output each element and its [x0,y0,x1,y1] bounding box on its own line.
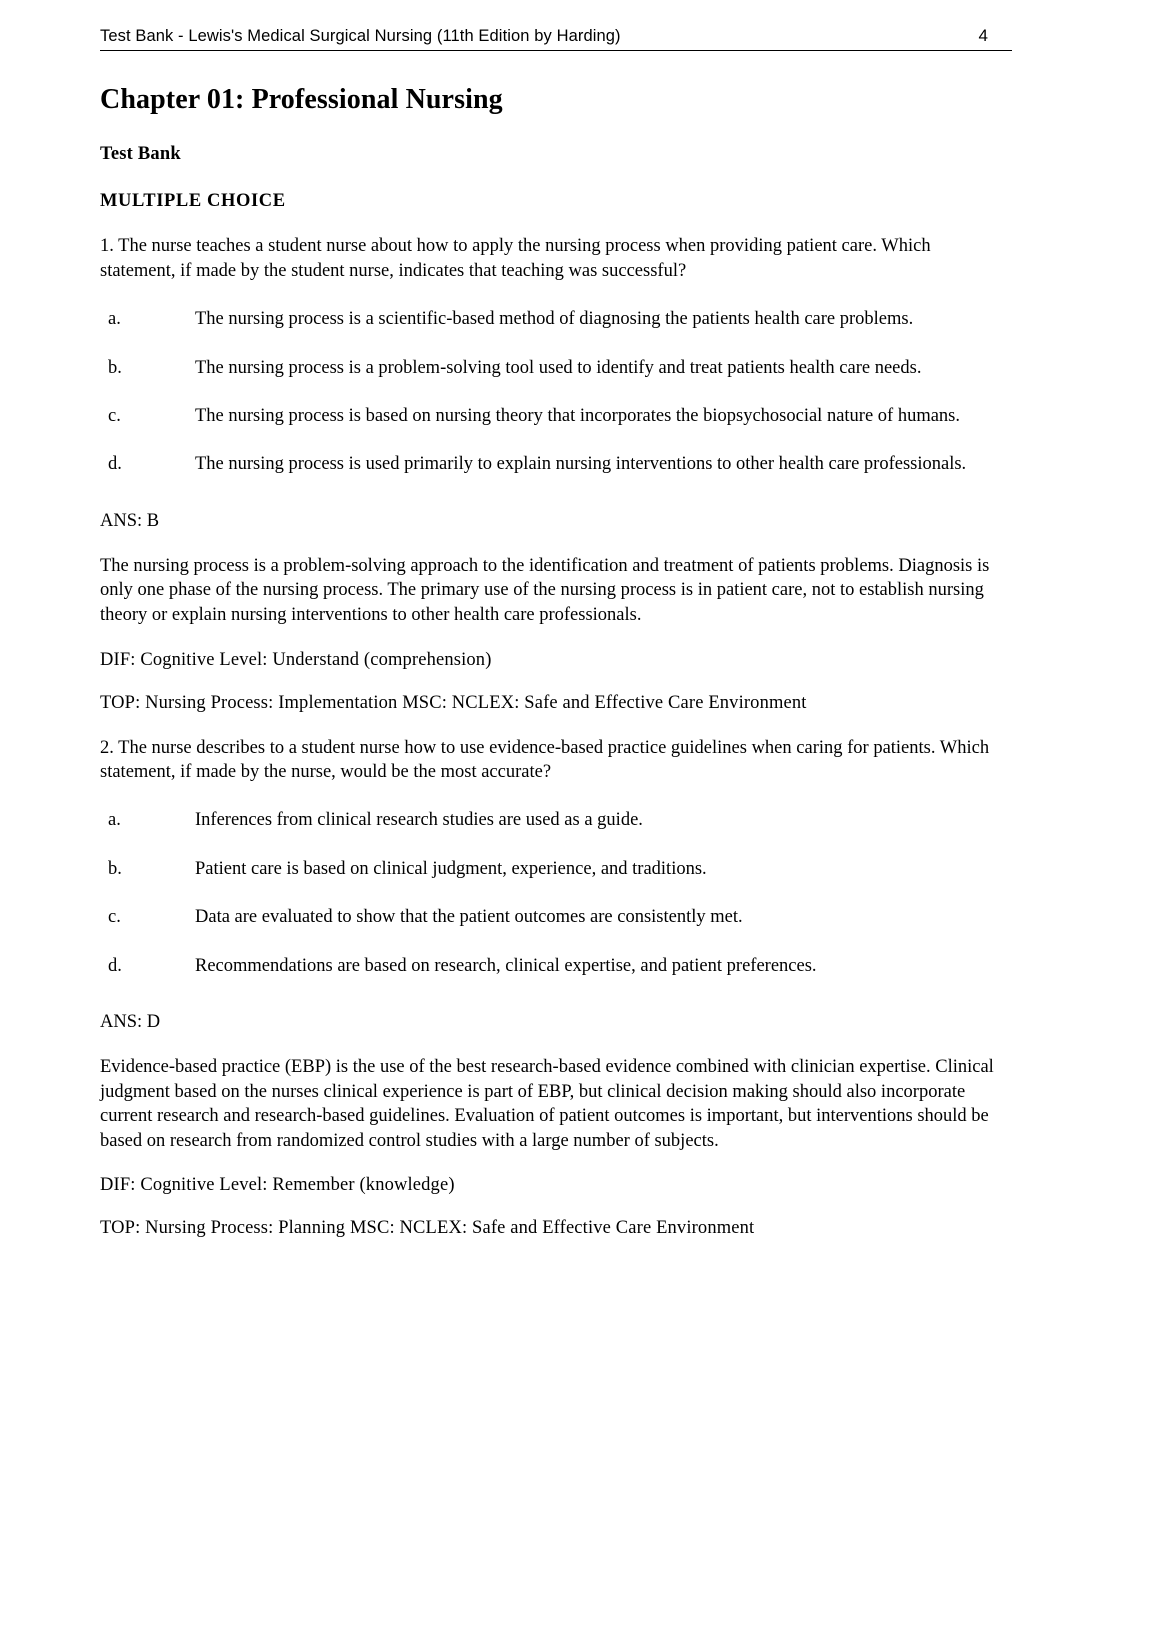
difficulty-line: DIF: Cognitive Level: Remember (knowledge) [100,1175,455,1196]
option-text: The nursing process is used primarily to explain nursing interventions to other health care professionals. [195,454,967,475]
option-letter: c. [108,907,121,928]
option-letter: c. [108,406,121,427]
answer-line: ANS: B [100,510,160,531]
question-block [100,736,1005,1240]
option-text: The nursing process is a scientific-based method of diagnosing the patients health care problems. [195,309,914,330]
option-letter: a. [108,309,121,330]
option-item[interactable] [100,905,1005,929]
option-letter: b. [108,858,122,879]
question-block [100,234,1005,713]
question-type-label: MULTIPLE CHOICE [100,191,286,212]
option-item[interactable] [100,307,1005,331]
question-stem: 1. The nurse teaches a student nurse about how to apply the nursing process when providing patient care. Which statement, if made by the student nurse, indicates that teaching was successful? [100,236,931,281]
option-letter: d. [108,454,122,475]
option-item[interactable] [100,857,1005,881]
option-text: The nursing process is a problem-solving tool used to identify and treat patients health care needs. [195,357,922,378]
option-letter: a. [108,810,121,831]
option-list [100,307,1005,477]
option-text: Recommendations are based on research, clinical expertise, and patient preferences. [195,955,817,976]
page-header [100,26,1012,51]
option-item[interactable] [100,808,1005,832]
rationale-text: The nursing process is a problem-solving approach to the identification and treatment of patients problems. Diagnosis is only one phase of the nursing process. The primary use of the nursing process is in patient care, not to establish nursing theory or explain nursing interventions to other health care professionals. [100,555,990,626]
topic-line: TOP: Nursing Process: Planning MSC: NCLEX: Safe and Effective Care Environment [100,1218,755,1239]
rationale-text: Evidence-based practice (EBP) is the use of the best research-based evidence combined with clinician expertise. Clinical judgment based on the nurses clinical experience is part of EBP, but clinical decision making should also incorporate current research and research-based guidelines. Evaluation of patient outcomes is important, but interventions should be based on research from randomized control studies with a large number of subjects. [100,1057,994,1151]
option-letter: d. [108,955,122,976]
answer-line: ANS: D [100,1012,161,1033]
option-item[interactable] [100,356,1005,380]
topic-line: TOP: Nursing Process: Implementation MSC: NCLEX: Safe and Effective Care Environment [100,692,807,713]
question-stem: 2. The nurse describes to a student nurse how to use evidence-based practice guidelines when caring for patients. Which statement, if made by the nurse, would be the most accurate? [100,737,990,783]
option-item[interactable] [100,452,1005,476]
option-letter: b. [108,357,122,378]
option-item[interactable] [100,954,1005,978]
option-text: Data are evaluated to show that the patient outcomes are consistently met. [195,907,743,928]
header-page-number: 4 [978,26,988,45]
option-text: Patient care is based on clinical judgment, experience, and traditions. [195,858,707,879]
option-item[interactable] [100,404,1005,428]
option-list [100,808,1005,978]
header-title: Test Bank - Lewis's Medical Surgical Nursing (11th Edition by Harding) [100,27,621,45]
difficulty-line: DIF: Cognitive Level: Understand (comprehension) [100,649,492,670]
section-label: Test Bank [100,144,181,165]
chapter-title: Chapter 01: Professional Nursing [100,84,503,115]
option-text: Inferences from clinical research studies are used as a guide. [195,810,643,831]
option-text: The nursing process is based on nursing theory that incorporates the biopsychosocial nature of humans. [195,406,961,427]
document-body [100,82,1005,1239]
